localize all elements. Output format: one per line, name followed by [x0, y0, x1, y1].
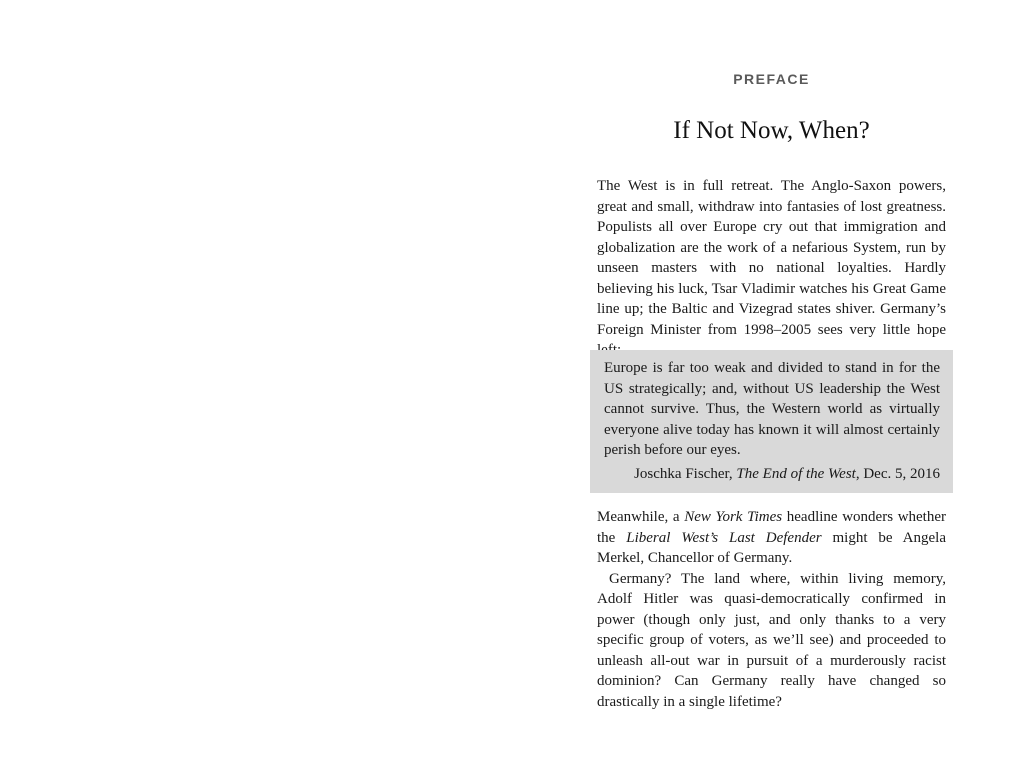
para2-part2: headline wonders whether the — [597, 509, 947, 546]
para2-part1: Meanwhile, a — [597, 509, 685, 525]
quote-text: Europe is far too weak and divided to stand in for the US strategically; and, without US leadership the West cannot survive. Thus, the Western world as virtually everyone alive today has known it will almost certainly perish before our eyes. — [604, 360, 940, 458]
chapter-title: If Not Now, When? — [673, 117, 870, 144]
right-page — [597, 0, 946, 771]
quote-attribution — [604, 464, 940, 485]
body-after-quote — [597, 507, 946, 712]
para2-part3: might be Angela Merkel, Chancellor of Germany. — [597, 529, 946, 566]
paragraph-meanwhile — [597, 507, 946, 569]
paragraph-germany: Germany? The land where, within living memory, Adolf Hitler was quasi-democratically confirmed in power (though only just, and only thanks to a very specific group of voters, as we’ll see) and proceeded to unleash all-out war in pursuit of a murderously racist dominion? Can Germany really have changed so drastically in a single lifetime? — [597, 570, 946, 710]
block-quote — [590, 350, 953, 493]
quote-work-title: The End of the West — [736, 465, 856, 482]
newspaper-name: New York Times — [684, 509, 783, 525]
intro-paragraph: The West is in full retreat. The Anglo-Saxon powers, great and small, withdraw into fantasies of lost greatness. Populists all over Europe cry out that immigration and globalization are the work of a nefarious System, run by unseen masters with no national loyalties. Hardly believing his luck, Tsar Vladimir watches his Great Game line up; the Baltic and Vizegrad states shiver. Germany’s Foreign Minister from 1998–2005 sees very little hope — [597, 178, 946, 338]
section-label: PREFACE — [733, 71, 810, 87]
headline-title: Liberal West’s Last Defender — [626, 529, 822, 546]
quote-author: Joschka Fischer, — [634, 465, 737, 482]
quote-date: , Dec. 5, 2016 — [855, 465, 940, 482]
